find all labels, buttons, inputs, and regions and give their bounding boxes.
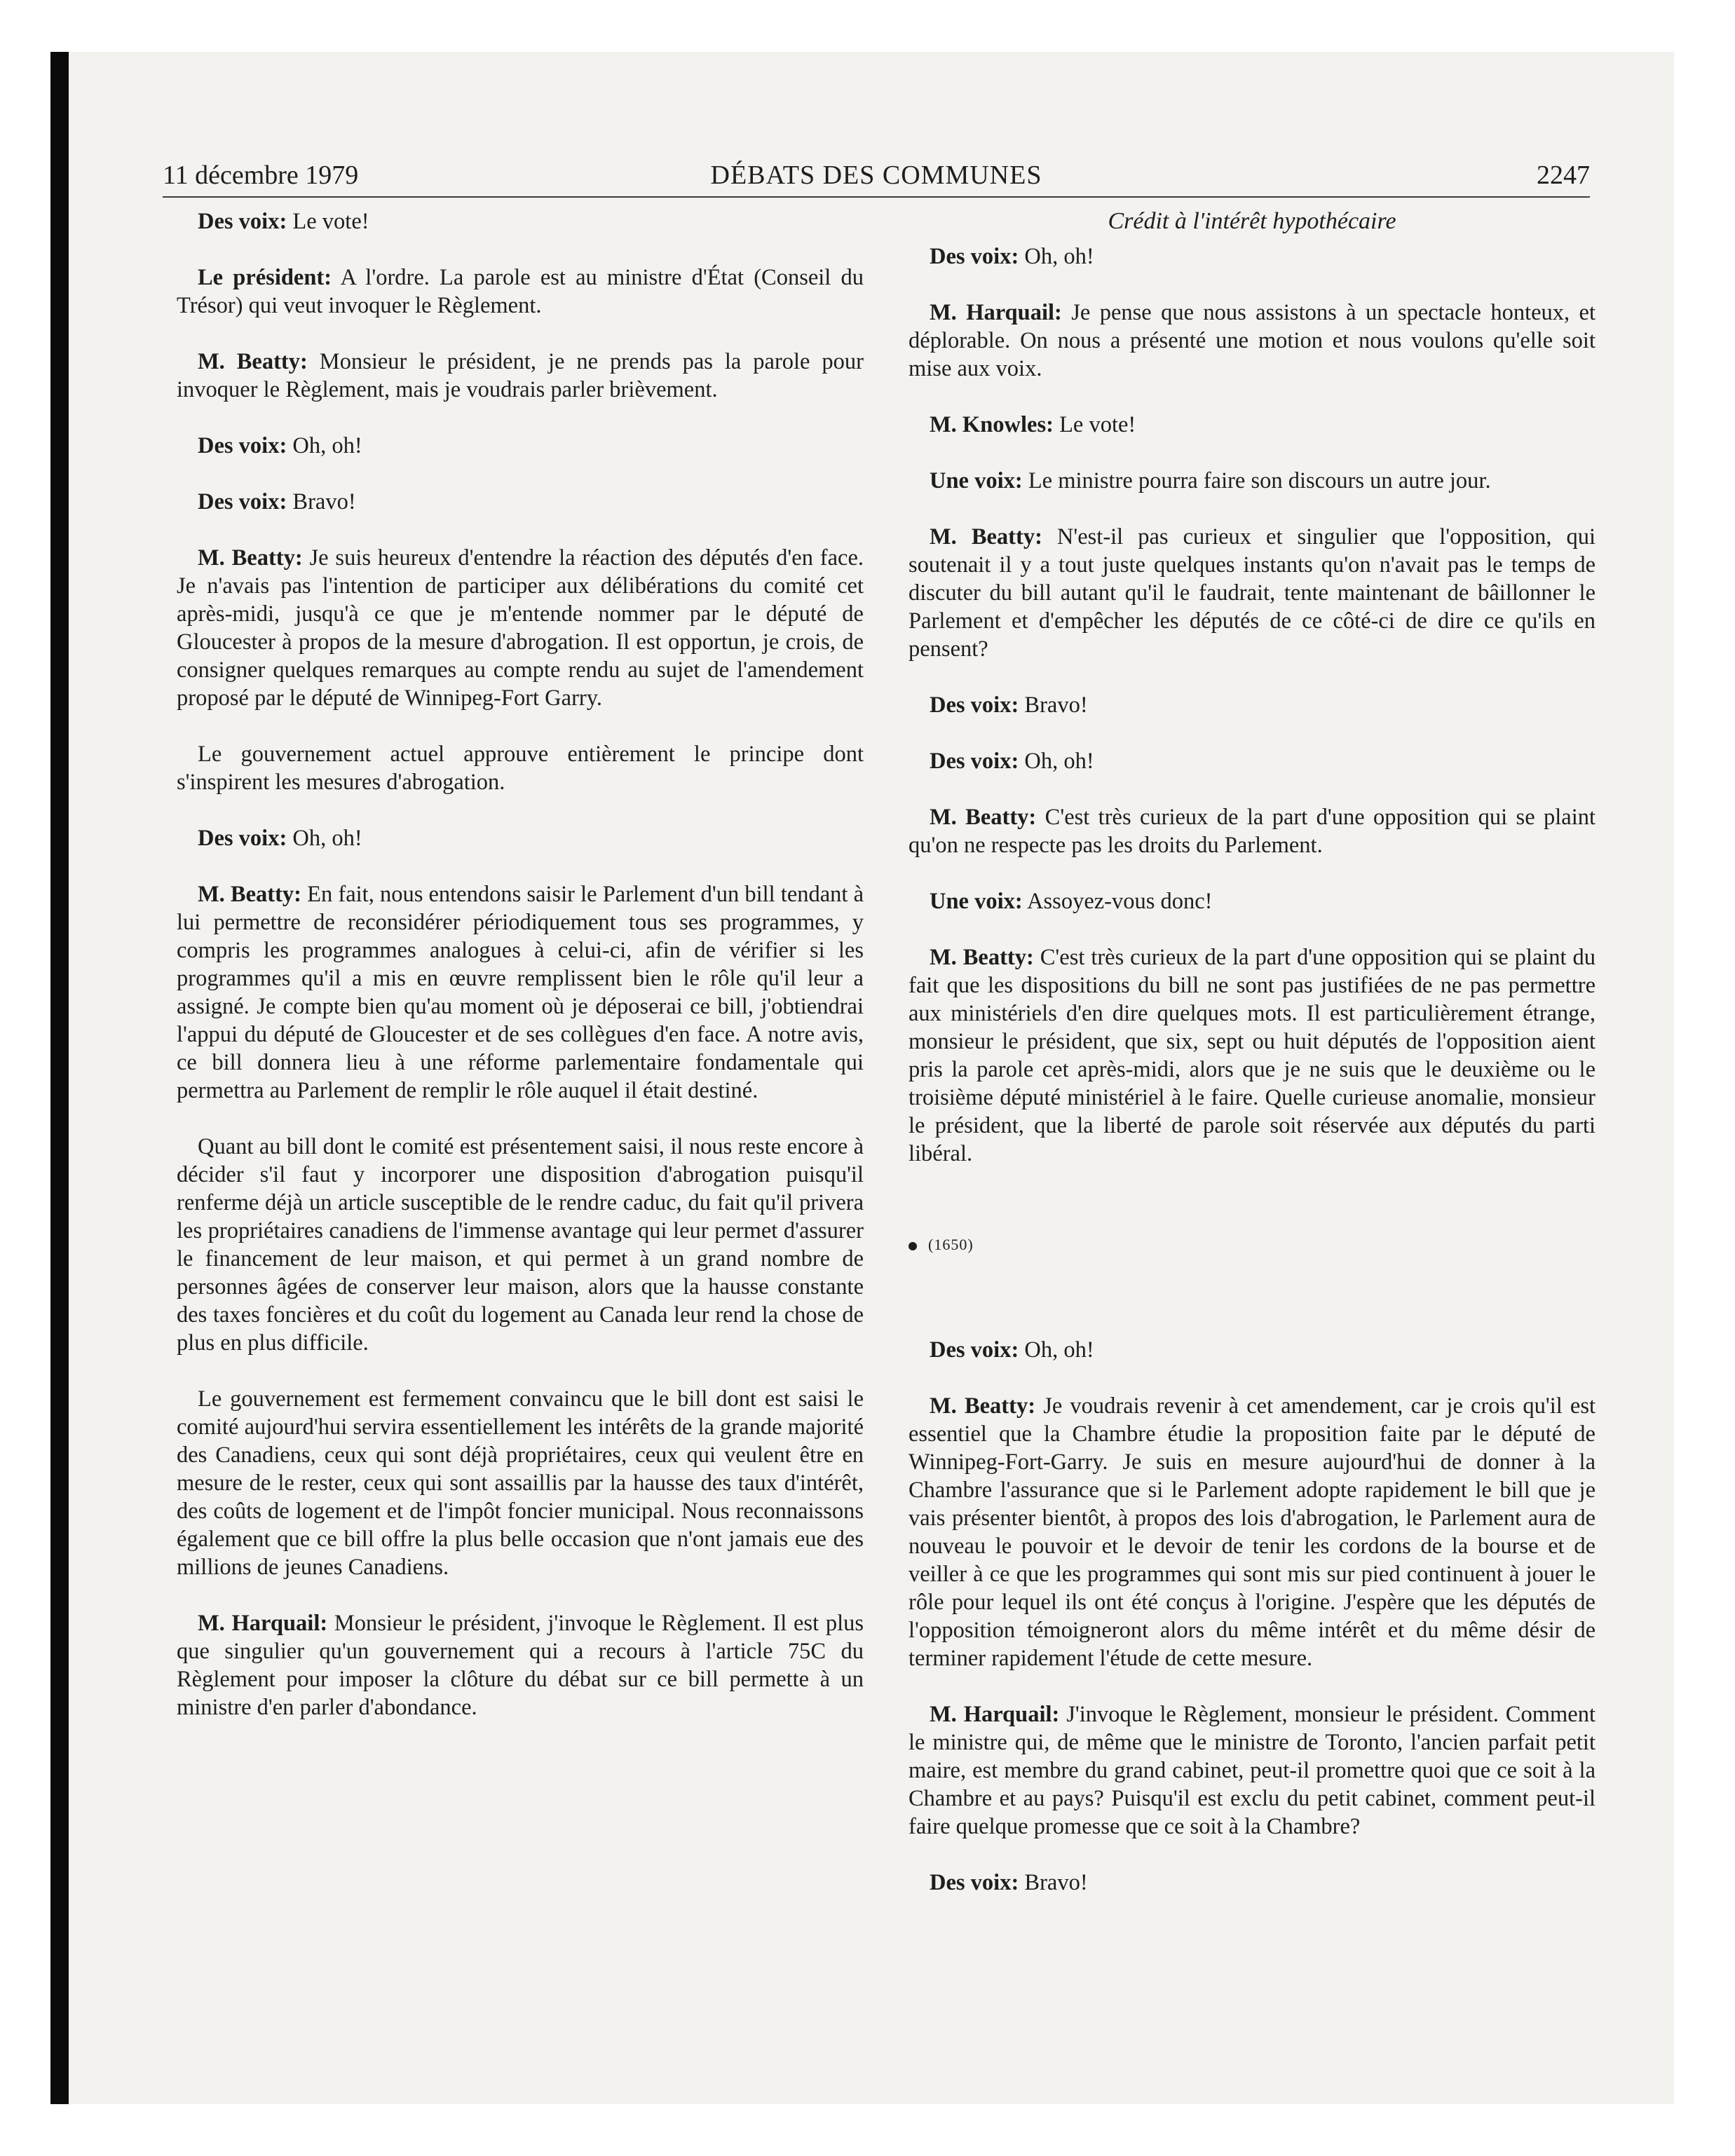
speaker-name: Le président:	[198, 265, 332, 290]
speech-text: Le gouvernement est fermement convaincu que le bill dont est saisi le comité aujourd'hui servira essentiellement les intérêts de la grande majorité des Canadiens, ceux qui sont déjà propriétaires, ceux qui veulent être en mesure de le rester, ceux qui sont assaillis par la hausse des taux d'intérêt, des coûts de logement et de l'impôt foncier municipal. Nous reconnaissons également que ce bill offre la plus belle occasion que n'ont jamais eue des millions de jeunes Canadiens.	[177, 1386, 864, 1580]
speech-text: Le ministre pourra faire son discours un autre jour.	[1028, 468, 1491, 493]
speech-paragraph	[909, 887, 1595, 915]
speech-paragraph	[909, 243, 1595, 271]
speaker-name: M. Beatty:	[930, 805, 1037, 830]
speaker-name: Des voix:	[930, 244, 1019, 269]
bullet-icon	[909, 1242, 917, 1250]
speech-text: N'est-il pas curieux et singulier que l'opposition, qui soutenait il y a tout juste quelques instants qu'on n'avait pas le temps de discuter du bill autant qu'il le faudrait, tente maintenant de bâillonner le Parlement et d'empêcher les députés de ce côté-ci de dire ce qu'ils en pensent?	[909, 524, 1595, 662]
speaker-name: M. Beatty:	[198, 545, 303, 571]
scan-edge-bar	[50, 52, 69, 2104]
speech-paragraph	[909, 299, 1595, 383]
timestamp-text: (1650)	[928, 1236, 974, 1253]
speaker-name: Des voix:	[930, 692, 1019, 718]
header-title: DÉBATS DES COMMUNES	[710, 161, 1042, 190]
speech-paragraph	[909, 523, 1595, 663]
speech-paragraph	[177, 544, 864, 712]
speech-text: Assoyez-vous donc!	[1027, 889, 1213, 914]
speech-paragraph	[909, 803, 1595, 859]
speech-paragraph	[909, 1869, 1595, 1897]
speaker-name: Des voix:	[930, 749, 1019, 774]
speech-text: Je pense que nous assistons à un spectacle honteux, et déplorable. On nous a présenté une motion et nous voulons qu'elle soit mise aux voix.	[909, 300, 1595, 381]
speaker-name: M. Beatty:	[930, 945, 1034, 970]
timestamp-marker	[909, 1231, 1595, 1259]
speaker-name: M. Harquail:	[930, 1702, 1060, 1727]
speech-text: Le vote!	[292, 209, 369, 234]
running-head: Crédit à l'intérêt hypothécaire	[1108, 208, 1396, 234]
speaker-name: Des voix:	[930, 1870, 1019, 1895]
speech-paragraph	[909, 467, 1595, 495]
speech-paragraph	[177, 207, 864, 236]
speech-paragraph	[177, 880, 864, 1105]
speech-text: J'invoque le Règlement, monsieur le président. Comment le ministre qui, de même que le ministre de Toronto, l'ancien parfait petit maire, est membre du grand cabinet, peut-il promettre quoi que ce soit à la Chambre et au pays? Puisqu'il est exclu du petit cabinet, comment peut-il faire quelque promesse que ce soit à la Chambre?	[909, 1702, 1595, 1839]
speech-paragraph	[177, 1609, 864, 1721]
left-column	[177, 207, 864, 1749]
header-date: 11 décembre 1979	[163, 161, 359, 190]
right-column	[909, 207, 1595, 1925]
speech-paragraph	[177, 740, 864, 796]
speaker-name: M. Beatty:	[930, 524, 1042, 550]
speaker-name: M. Knowles:	[930, 412, 1054, 437]
speech-paragraph	[909, 747, 1595, 775]
speech-paragraph	[909, 1392, 1595, 1672]
speech-text: A l'ordre. La parole est au ministre d'État (Conseil du Trésor) qui veut invoquer le Règlement.	[177, 265, 864, 318]
speech-paragraph	[177, 1385, 864, 1581]
speech-paragraph	[909, 691, 1595, 719]
speech-paragraph	[177, 824, 864, 852]
speech-text: C'est très curieux de la part d'une opposition qui se plaint qu'on ne respecte pas les droits du Parlement.	[909, 805, 1596, 858]
speaker-name: Une voix:	[930, 889, 1023, 914]
speech-paragraph	[177, 488, 864, 516]
speech-text: Je voudrais revenir à cet amendement, car je crois qu'il est essentiel que la Chambre étudie la proposition faite par le député de Winnipeg-Fort-Garry. Je suis en mesure aujourd'hui de donner à la Chambre l'assurance que si le Parlement adopte rapidement le bill que je vais présenter bientôt, à propos des lois d'abrogation, le Parlement aura de nouveau le pouvoir et le devoir de tenir les cordons de la bourse et de veiller à ce que les programmes qui sont mis sur pied continuent à jouer le rôle pour lequel ils ont été conçus à l'origine. J'espère que les députés de l'opposition témoigneront alors du même intérêt et du même désir de terminer rapidement l'étude de cette mesure.	[909, 1393, 1596, 1671]
speech-text: Oh, oh!	[1024, 1337, 1094, 1363]
page-header	[163, 157, 1590, 198]
speech-text: Je suis heureux d'entendre la réaction des députés d'en face. Je n'avais pas l'intention de participer aux délibérations du comité cet après-midi, jusqu'à ce que je m'entende nommer par le député de Gloucester à propos de la mesure d'abrogation. Il est opportun, je crois, de consigner quelques remarques au compte rendu au sujet de l'amendement proposé par le député de Winnipeg-Fort Garry.	[177, 545, 864, 711]
speaker-name: M. Beatty:	[930, 1393, 1036, 1419]
speech-paragraph	[909, 1336, 1595, 1364]
speech-text: Oh, oh!	[292, 433, 362, 458]
speech-text: Le vote!	[1059, 412, 1136, 437]
speech-text: Quant au bill dont le comité est présentement saisi, il nous reste encore à décider s'il faut y incorporer une disposition d'abrogation puisqu'il renferme déjà un article susceptible de le rendre caduc, du fait qu'il privera les propriétaires canadiens de l'immense avantage qui leur permet d'assurer le financement de leur maison, et qui permet à un grand nombre de personnes âgées de conserver leur maison, alors que la hausse constante des taxes foncières et du coût du logement au Canada leur rend la chose de plus en plus difficile.	[177, 1134, 864, 1356]
speaker-name: M. Harquail:	[930, 300, 1062, 325]
speech-paragraph	[177, 432, 864, 460]
speaker-name: Des voix:	[198, 209, 287, 234]
speech-paragraph	[177, 264, 864, 320]
right-column-upper	[909, 243, 1595, 1168]
speech-paragraph	[177, 1133, 864, 1357]
speech-paragraph	[909, 411, 1595, 439]
speech-text: Bravo!	[1024, 692, 1088, 718]
right-column-lower	[909, 1336, 1595, 1897]
speaker-name: Des voix:	[198, 489, 287, 514]
speech-text: Oh, oh!	[1024, 244, 1094, 269]
speech-paragraph	[177, 348, 864, 404]
speaker-name: M. Beatty:	[198, 349, 308, 374]
speaker-name: M. Harquail:	[198, 1611, 328, 1636]
speech-text: Bravo!	[292, 489, 356, 514]
speech-text: Oh, oh!	[1024, 749, 1094, 774]
speaker-name: Des voix:	[198, 826, 287, 851]
speaker-name: Des voix:	[930, 1337, 1019, 1363]
speaker-name: Une voix:	[930, 468, 1023, 493]
speech-text: Monsieur le président, j'invoque le Règlement. Il est plus que singulier qu'un gouvernement qui a recours à l'article 75C du Règlement pour imposer la clôture du débat sur ce bill permette à un ministre d'en parler d'abondance.	[177, 1611, 864, 1720]
speech-text: Bravo!	[1024, 1870, 1088, 1895]
speech-text: Le gouvernement actuel approuve entièrement le principe dont s'inspirent les mesures d'abrogation.	[177, 742, 864, 795]
speech-paragraph	[909, 1700, 1595, 1841]
header-page-number: 2247	[1537, 161, 1590, 190]
speech-text: En fait, nous entendons saisir le Parlement d'un bill tendant à lui permettre de reconsidérer périodiquement tous ses programmes, y compris les programmes analogues à celui-ci, afin de vérifier si les programmes qu'il a mis en œuvre remplissent bien le rôle qu'il leur a assigné. Je compte bien qu'au moment où je déposerai ce bill, j'obtiendrai l'appui du député de Gloucester et de ses collègues d'en face. A notre avis, ce bill donnera lieu à une réforme parlementaire fondamentale qui permettra au Parlement de remplir le rôle auquel il était destiné.	[177, 882, 864, 1103]
speech-text: C'est très curieux de la part d'une opposition qui se plaint du fait que les dispositions du bill ne sont pas justifiées de ne pas permettre aux ministériels d'en dire quelques mots. Il est particulièrement étrange, monsieur le président, que six, sept ou huit députés de l'opposition aient pris la parole cet après-midi, alors que je ne suis que le deuxième ou le troisième député ministériel à le faire. Quelle curieuse anomalie, monsieur le président, que la liberté de parole soit réservée aux députés du parti libéral.	[909, 945, 1596, 1166]
speech-paragraph	[909, 943, 1595, 1168]
speech-text: Monsieur le président, je ne prends pas la parole pour invoquer le Règlement, mais je voudrais parler brièvement.	[177, 349, 864, 402]
speech-text: Oh, oh!	[292, 826, 362, 851]
speaker-name: M. Beatty:	[198, 882, 302, 907]
speaker-name: Des voix:	[198, 433, 287, 458]
